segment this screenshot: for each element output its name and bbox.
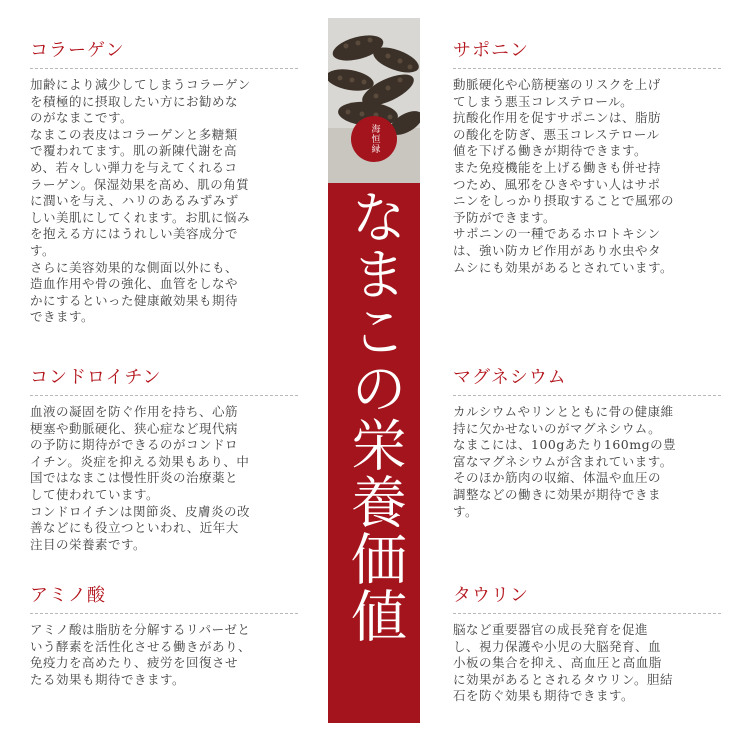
section-heading: アミノ酸 bbox=[30, 585, 106, 606]
section-body: 動脈硬化や心筋梗塞のリスクを上げ てしまう悪玉コレステロール。 抗酸化作用を促すサポニンは、脂肪 の酸化を防ぎ、悪玉コレステロール 値を下げる働きが期待できます。 また免疫機能を上げる働きも併せ持 つため、風邪をひきやすい人はサポ ニンをしっかり摂取することで風邪の 予防ができます。 サポニンの一種であるホロトキシン は、強い防カビ作用があり水虫やタ ムシにも効果があるとされています。 bbox=[453, 77, 675, 275]
section-heading: コンドロイチン bbox=[30, 367, 162, 388]
section-body: 加齢により減少してしまうコラーゲン を積極的に摂取したい方にお勧めな のがなまこです。 なまこの表皮はコラーゲンと多糖類 で覆われてます。肌の新陳代謝を高 め、若々しい弾力を与えてくれるコ ラーゲン。保湿効果を高め、肌の角質 に潤いを与え、ハリのあるみずみず しい美肌にしてくれます。お肌に悩み を抱える方にはうれしい美容成分で す。 さらに美容効果的な側面以外にも、 造血作用や骨の強化、血管をしなや かにするといった健康敵効果も期待 できます。 bbox=[30, 77, 251, 325]
section-amino-acid bbox=[30, 585, 298, 688]
dashed-divider bbox=[30, 613, 298, 614]
dashed-divider bbox=[453, 613, 721, 614]
banner-title: なまこの栄養価値 bbox=[342, 188, 407, 644]
brand-seal: 海恒縁 bbox=[351, 116, 397, 162]
section-body: 脳など重要器官の成長発育を促進 し、視力保護や小児の大脳発育、血 小板の集合を抑え、高血圧と高血脂 に効果があるとされるタウリン。胆結 石を防ぐ効果も期待できます。 bbox=[453, 622, 674, 704]
section-body: アミノ酸は脂肪を分解するリパーゼと いう酵素を活性化させる働きがあり、 免疫力を高めたり、疲労を回復させ たる効果も期待できます。 bbox=[30, 622, 252, 687]
section-magnesium bbox=[453, 367, 721, 520]
dashed-divider bbox=[30, 68, 298, 69]
section-heading: コラーゲン bbox=[30, 40, 125, 61]
section-heading: タウリン bbox=[453, 585, 529, 606]
section-taurine bbox=[453, 585, 721, 705]
section-chondroitin bbox=[30, 367, 298, 553]
section-body: カルシウムやリンとともに骨の健康維 持に欠かせないのがマグネシウム。 なまこには、100gあたり160mgの豊 富なマグネシウムが含まれています。 そのほか筋肉の収縮、体温や血圧の 調整などの働きに効果が期待できま す。 bbox=[453, 404, 677, 519]
dashed-divider bbox=[453, 395, 721, 396]
section-heading: マグネシウム bbox=[453, 367, 567, 388]
dashed-divider bbox=[453, 68, 721, 69]
banner-title-wrap bbox=[338, 188, 410, 708]
section-saponin bbox=[453, 40, 721, 276]
section-body: 血液の凝固を防ぐ作用を持ち、心筋 梗塞や動脈硬化、狭心症など現代病 の予防に期待ができるのがコンドロ イチン。炎症を抑える効果もあり、中 国ではなまこは慢性肝炎の治療薬と して使われています。 コンドロイチンは関節炎、皮膚炎の改 善などにも役立つといわれ、近年大 注目の栄養素です。 bbox=[30, 404, 251, 552]
dashed-divider bbox=[30, 395, 298, 396]
section-heading: サポニン bbox=[453, 40, 529, 61]
sea-cucumber-photo bbox=[328, 18, 420, 183]
center-banner bbox=[328, 18, 420, 723]
section-collagen bbox=[30, 40, 298, 326]
